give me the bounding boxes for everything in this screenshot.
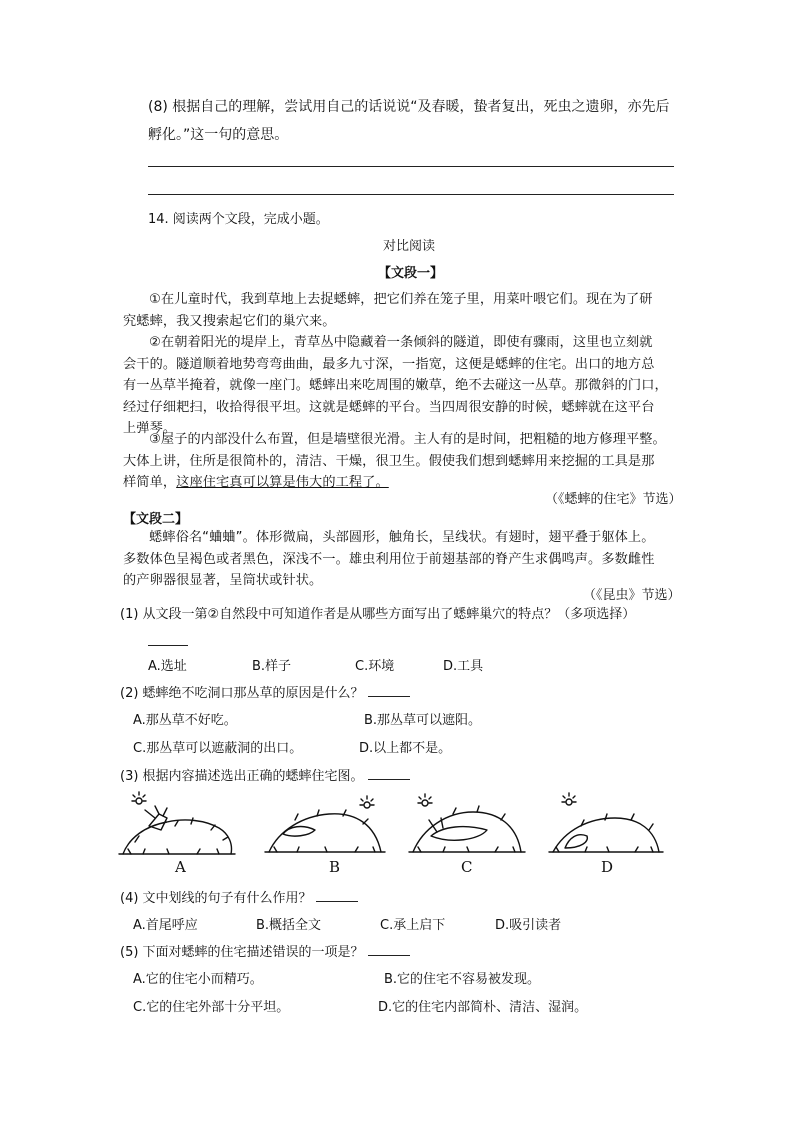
sub5-option-a[interactable]: A.它的住宅小而精巧。 xyxy=(133,972,263,987)
sub1-option-d[interactable]: D.工具 xyxy=(443,659,484,674)
figure-label-a[interactable]: A xyxy=(175,858,186,876)
section2-title: 【文段二】 xyxy=(123,512,189,527)
section1-p2-line1: ②在朝着阳光的堤岸上，青草丛中隐藏着一条倾斜的隧道，即使有骤雨，这里也立刻就 xyxy=(149,335,653,350)
sub4-option-c[interactable]: C.承上启下 xyxy=(380,918,446,933)
sun-icon xyxy=(418,794,432,806)
figure-label-d[interactable]: D xyxy=(601,858,614,876)
sub5-answer-blank[interactable] xyxy=(368,943,410,956)
sub1-option-b[interactable]: B.样子 xyxy=(252,659,292,674)
sub4-option-d[interactable]: D.吸引读者 xyxy=(495,918,562,933)
section1-p2-line5: 上弹琴。 xyxy=(123,421,177,436)
section1-paragraph3 xyxy=(123,429,666,494)
sub4-stem-row xyxy=(120,887,358,906)
section2-paragraph xyxy=(123,527,655,592)
answer-line-1[interactable] xyxy=(148,166,674,167)
sub3-stem: (3) 根据内容描述选出正确的蟋蟀住宅图。 xyxy=(120,769,364,784)
section1-paragraph1 xyxy=(123,289,653,332)
sun-icon xyxy=(562,793,576,805)
sub2-option-a[interactable]: A.那丛草不好吃。 xyxy=(133,713,237,728)
section1-source: （《蟋蟀的住宅》节选） xyxy=(545,492,682,507)
section1-p3-line2: 大体上讲，住所是很简朴的，清洁、干燥，很卫生。假使我们想到蟋蟀用来挖掘的工具是那 xyxy=(123,453,655,469)
burrow-figure-d[interactable] xyxy=(549,793,663,852)
underlined-sentence: 这座住宅真可以算是伟大的工程了。 xyxy=(176,475,389,490)
sun-icon xyxy=(132,792,146,804)
sub3-stem-row xyxy=(120,765,410,784)
q8-line2: 孵化。”这一句的意思。 xyxy=(148,127,289,143)
q14-title: 对比阅读 xyxy=(383,239,436,254)
section1-p2-line3: 有一丛草半掩着，就像一座门。蟋蟀出来吃周围的嫩草，绝不去碰这一丛草。那微斜的门口， xyxy=(123,378,668,393)
answer-line-2[interactable] xyxy=(148,194,674,195)
section1-p1-line2: 究蟋蟀，我又搜索起它们的巢穴来。 xyxy=(123,313,336,329)
sub4-option-a[interactable]: A.首尾呼应 xyxy=(133,918,198,933)
section1-p3-line3-start: 样简单， xyxy=(123,475,177,490)
sun-icon xyxy=(360,796,374,808)
section2-line2: 多数体色呈褐色或者黑色，深浅不一。雄虫利用位于前翅基部的脊产生求偶鸣声。多数雌性 xyxy=(123,551,655,567)
sub2-option-b[interactable]: B.那丛草可以遮阳。 xyxy=(364,713,482,728)
sub1-option-a[interactable]: A.选址 xyxy=(148,659,187,674)
sub5-option-d[interactable]: D.它的住宅内部简朴、清洁、湿润。 xyxy=(378,1000,588,1015)
burrow-figure-c[interactable] xyxy=(409,794,525,852)
sub4-option-b[interactable]: B.概括全文 xyxy=(256,918,322,933)
section1-p2-line4: 经过仔细耙扫，收拾得很平坦。这就是蟋蟀的平台。当四周很安静的时候，蟋蟀就在这平台 xyxy=(123,399,655,415)
sub2-option-c[interactable]: C.那丛草可以遮蔽洞的出口。 xyxy=(133,741,303,756)
sub1-answer-blank[interactable] xyxy=(148,645,188,646)
section1-p1-line1: ①在儿童时代，我到草地上去捉蟋蟀，把它们养在笼子里，用菜叶喂它们。现在为了研 xyxy=(149,292,653,307)
sub4-stem: (4) 文中划线的句子有什么作用？ xyxy=(120,891,312,906)
q14-intro: 14. 阅读两个文段，完成小题。 xyxy=(148,212,329,227)
sub2-stem-row xyxy=(120,682,410,701)
q8-line1: (8) 根据自己的理解，尝试用自己的话说说“及春暖，蛰者复出，死虫之遗卵，亦先后 xyxy=(148,99,670,115)
section1-p3-line1: ③屋子的内部没什么布置，但是墙壁很光滑。主人有的是时间，把粗糙的地方修理平整。 xyxy=(149,432,666,447)
sub5-option-b[interactable]: B.它的住宅不容易被发现。 xyxy=(384,972,541,987)
sub1-stem: (1) 从文段一第②自然段中可知道作者是从哪些方面写出了蟋蟀巢穴的特点？（多项选择） xyxy=(120,607,636,622)
burrow-figure-b[interactable] xyxy=(265,796,385,852)
section1-p2-line2: 会干的。隧道顺着地势弯弯曲曲，最多九寸深，一指宽，这便是蟋蟀的住宅。出口的地方总 xyxy=(123,356,655,372)
section2-source: （《昆虫》节选） xyxy=(583,588,681,603)
section1-paragraph2 xyxy=(123,332,668,440)
sub2-option-d[interactable]: D.以上都不是。 xyxy=(359,741,452,756)
section1-title: 【文段一】 xyxy=(378,266,444,281)
figure-label-c[interactable]: C xyxy=(461,858,473,876)
sub5-stem: (5) 下面对蟋蟀的住宅描述错误的一项是？ xyxy=(120,945,364,960)
sub1-option-c[interactable]: C.环境 xyxy=(355,659,395,674)
section2-line1: 蟋蟀俗名“蛐蛐”。体形微扁，头部圆形，触角长，呈线状。有翅时，翅平叠于躯体上。 xyxy=(149,530,655,545)
section2-line3: 的产卵器很显著，呈筒状或针状。 xyxy=(123,573,323,588)
sub4-answer-blank[interactable] xyxy=(316,889,358,902)
figure-label-b[interactable]: B xyxy=(329,858,341,876)
sub2-stem: (2) 蟋蟀绝不吃洞口那丛草的原因是什么？ xyxy=(120,686,364,701)
burrow-figure-a[interactable] xyxy=(119,792,235,854)
sub2-answer-blank[interactable] xyxy=(368,684,410,697)
burrow-figures xyxy=(115,790,675,880)
sub5-option-c[interactable]: C.它的住宅外部十分平坦。 xyxy=(133,1000,290,1015)
sub5-stem-row xyxy=(120,941,410,960)
sub3-answer-blank[interactable] xyxy=(368,767,410,780)
